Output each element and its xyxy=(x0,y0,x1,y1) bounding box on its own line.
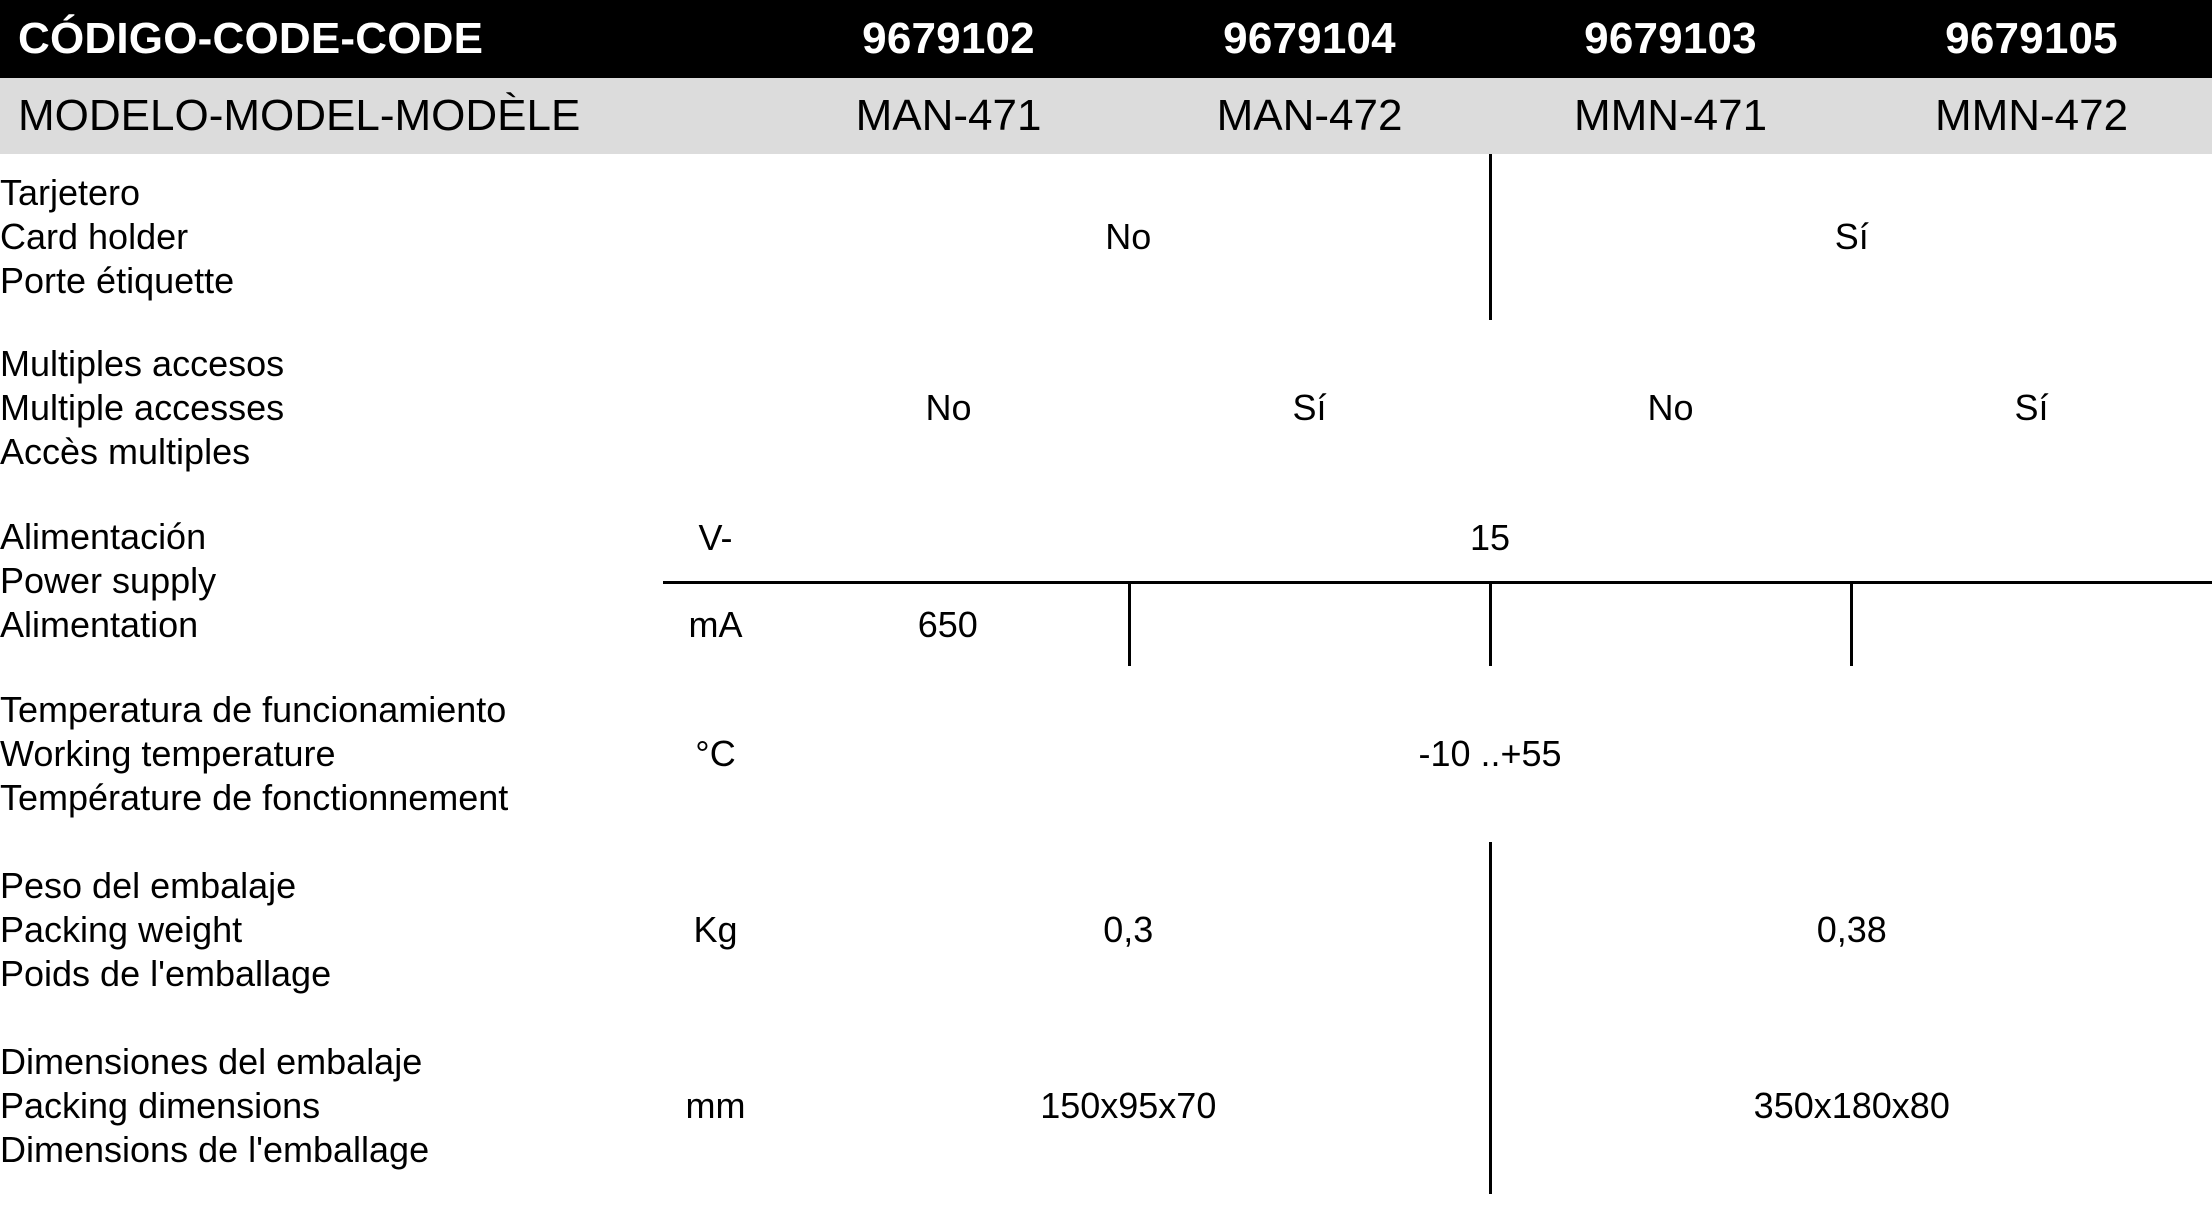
row-value-working-temperature: -10 ..+55 xyxy=(1418,733,1562,774)
row-value-voltage: 15 xyxy=(768,496,2212,582)
table-header-code-row xyxy=(0,0,2212,78)
row-unit-card-holder xyxy=(663,154,768,320)
row-label-en: Power supply xyxy=(0,560,217,602)
header-model-1: MAN-471 xyxy=(768,78,1129,154)
row-label-es: Tarjetero xyxy=(0,172,141,214)
table-header-model-row xyxy=(0,78,2212,154)
row-unit-packing-weight: Kg xyxy=(693,909,738,950)
row-value-multiple-accesses-2: Sí xyxy=(1292,387,1327,428)
row-unit-current: mA xyxy=(688,603,743,645)
header-model-3: MMN-471 xyxy=(1490,78,1851,154)
row-value-current-3 xyxy=(1490,582,1851,666)
row-label-power-supply xyxy=(0,496,663,666)
row-value-multiple-accesses-1: No xyxy=(925,387,972,428)
row-label-card-holder xyxy=(0,154,663,320)
row-label-fr: Température de fonctionnement xyxy=(0,776,509,818)
row-label-fr: Porte étiquette xyxy=(0,259,235,301)
table-row xyxy=(0,1018,2212,1194)
row-label-es: Multiples accesos xyxy=(0,343,285,385)
row-label-fr: Poids de l'emballage xyxy=(0,952,332,994)
row-label-fr: Dimensions de l'emballage xyxy=(0,1128,430,1170)
row-label-en: Multiple accesses xyxy=(0,387,285,429)
row-value-multiple-accesses-3: No xyxy=(1647,387,1694,428)
row-label-en: Packing dimensions xyxy=(0,1085,321,1127)
row-unit-working-temperature: °C xyxy=(695,733,736,774)
row-label-fr: Alimentation xyxy=(0,603,199,645)
row-value-packing-weight-2: 0,38 xyxy=(1816,909,1887,950)
row-unit-packing-dimensions: mm xyxy=(685,1085,746,1126)
row-label-en: Card holder xyxy=(0,216,189,258)
row-label-es: Peso del embalaje xyxy=(0,865,297,907)
table-row xyxy=(0,154,2212,320)
row-value-packing-weight-1: 0,3 xyxy=(768,842,1490,1018)
row-label-packing-dimensions xyxy=(0,1018,663,1194)
row-value-current-2 xyxy=(1129,582,1490,666)
table-row xyxy=(0,320,2212,496)
row-unit-voltage: V- xyxy=(663,496,768,582)
row-label-en: Packing weight xyxy=(0,909,243,951)
row-label-en: Working temperature xyxy=(0,733,336,775)
header-code-2: 9679104 xyxy=(1129,0,1490,78)
row-label-es: Dimensiones del embalaje xyxy=(0,1041,423,1083)
row-label-multiple-accesses xyxy=(0,320,663,496)
row-value-card-holder-1: No xyxy=(768,154,1490,320)
row-label-es: Alimentación xyxy=(0,516,207,558)
row-label-packing-weight xyxy=(0,842,663,1018)
row-value-current-1: 650 xyxy=(768,582,1129,666)
row-value-multiple-accesses-4: Sí xyxy=(2014,387,2049,428)
header-code-4: 9679105 xyxy=(1851,0,2212,78)
header-model-4: MMN-472 xyxy=(1851,78,2212,154)
row-unit-multiple-accesses xyxy=(663,320,768,496)
row-value-packing-dimensions-2: 350x180x80 xyxy=(1753,1085,1950,1126)
table-row xyxy=(0,666,2212,842)
row-label-es: Temperatura de funcionamiento xyxy=(0,689,507,731)
row-label-working-temperature xyxy=(0,666,663,842)
row-value-card-holder-2: Sí xyxy=(1834,216,1869,257)
header-code-3: 9679103 xyxy=(1490,0,1851,78)
table-row xyxy=(0,842,2212,1018)
row-value-packing-dimensions-1: 150x95x70 xyxy=(768,1018,1490,1194)
header-code-1: 9679102 xyxy=(768,0,1129,78)
header-model-2: MAN-472 xyxy=(1129,78,1490,154)
row-label-fr: Accès multiples xyxy=(0,430,251,472)
table-row xyxy=(0,496,2212,582)
header-code-label: CÓDIGO-CODE-CODE xyxy=(0,0,768,78)
header-model-label: MODELO-MODEL-MODÈLE xyxy=(0,78,768,154)
row-value-current-4 xyxy=(1851,582,2212,666)
